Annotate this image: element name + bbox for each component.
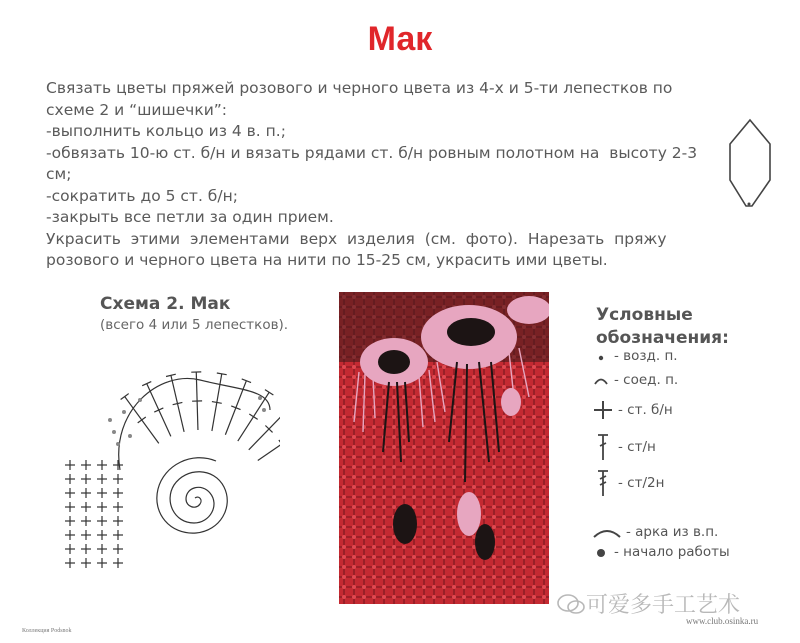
- legend-label: - соед. п.: [614, 372, 679, 388]
- legend-title-line: обозначения:: [596, 328, 729, 348]
- instruction-line: Украсить этими элементами верх изделия (см. фото). Нарезать пряжу: [46, 229, 667, 248]
- legend-item-sc: [592, 400, 673, 420]
- page-title: Мак: [367, 20, 433, 58]
- start-dot-icon: [592, 545, 610, 559]
- legend-label: - ст. б/н: [618, 402, 673, 418]
- spiral-ring: [157, 458, 227, 533]
- legend-label: - возд. п.: [614, 348, 678, 364]
- instruction-line: Связать цветы пряжей розового и черного цвета из 4-х и 5-ти лепестков по: [46, 79, 673, 97]
- schema-title: Схема 2. Мак: [100, 294, 231, 314]
- arc-small-icon: [592, 373, 610, 387]
- dc-icon: [592, 432, 614, 462]
- legend-title-line: Условные: [596, 305, 693, 325]
- petal-shape-icon: [726, 118, 774, 210]
- legend-item-dc: [592, 432, 656, 462]
- poppy-photo: [339, 292, 549, 604]
- instruction-line: -выполнить кольцо из 4 в. п.;: [46, 122, 286, 140]
- instruction-line: -обвязать 10-ю ст. б/н и вязать рядами ст. б/н ровным полотном на высоту 2-3: [46, 143, 698, 162]
- watermark-url: www.club.osinka.ru: [686, 616, 759, 626]
- legend-label: - ст/н: [618, 439, 656, 455]
- watermark-text: 可爱多手工艺术: [586, 593, 741, 618]
- instruction-line: -сократить до 5 ст. б/н;: [46, 186, 238, 205]
- arc-chain-icon: [592, 525, 622, 539]
- dot-icon: [592, 349, 610, 363]
- legend-item-slip: [592, 372, 678, 388]
- schema-subtitle: (всего 4 или 5 лепестков).: [100, 317, 289, 333]
- crochet-diagram: [50, 350, 280, 610]
- watermark: [556, 588, 740, 619]
- instructions-text: [46, 78, 716, 272]
- wechat-icon: [556, 592, 586, 616]
- cross-icon: [592, 400, 614, 420]
- legend-item-arc: [592, 524, 718, 540]
- legend-title: [596, 304, 729, 350]
- legend-item-start: [592, 544, 730, 560]
- instruction-line: розового и черного цвета на нити по 15-25 см, украсить ими цветы.: [46, 251, 608, 269]
- legend-item-chain: [592, 348, 678, 364]
- legend-label: - арка из в.п.: [626, 524, 719, 540]
- footer-credit: Коллекция Podsnok: [22, 628, 72, 634]
- legend-item-tc: [592, 468, 664, 498]
- instruction-line: -закрыть все петли за один прием.: [46, 208, 334, 226]
- instruction-line: схеме 2 и “шишечки”:: [46, 100, 228, 119]
- legend-label: - ст/2н: [618, 475, 665, 491]
- instruction-line: см;: [46, 165, 72, 183]
- tc-icon: [592, 468, 614, 498]
- legend-label: - начало работы: [614, 544, 730, 560]
